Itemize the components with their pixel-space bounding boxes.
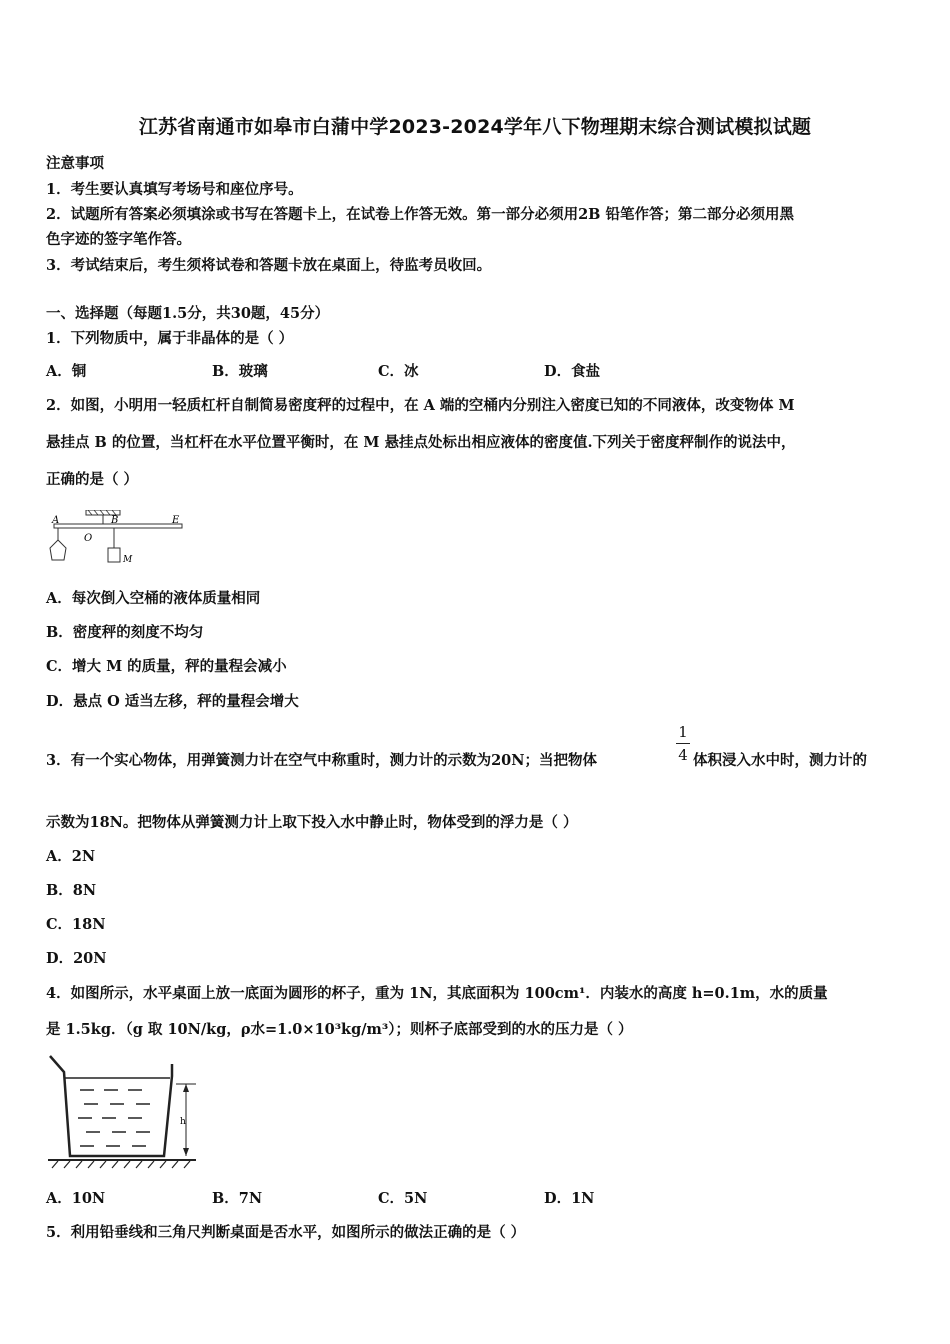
notice-line: 1．考生要认真填写考场号和座位序号。 (46, 181, 303, 198)
label-h: h (180, 1117, 186, 1127)
question-4-options (46, 1187, 710, 1208)
fraction-one-quarter (676, 724, 690, 763)
fraction-denominator: 4 (678, 746, 688, 764)
label-b: B (111, 515, 119, 526)
question-5-stem: 5．利用铅垂线和三角尺判断桌面是否水平，如图所示的做法正确的是（ ） (46, 1224, 526, 1241)
question-4-stem-line2: 是 1.5kg．（g 取 10N/kg，ρ水=1.0×10³kg/m³）；则杯子底部受到的水的压力是（ ） (46, 1021, 633, 1038)
question-2-stem-line: 悬挂点 B 的位置，当杠杆在水平位置平衡时，在 M 悬挂点处标出相应液体的密度值.下列关于密度秤制作的说法中， (46, 434, 796, 451)
option-c[interactable]: C．5N (378, 1190, 428, 1207)
notice-line: 2．试题所有答案必须填涂或书写在答题卡上，在试卷上作答无效。第一部分必须用2B 铅笔作答；第二部分必须用黑 (46, 206, 794, 223)
label-e: E (172, 515, 180, 526)
page-title: 江苏省南通市如皋市白蒲中学2023-2024学年八下物理期末综合测试模拟试题 (138, 116, 812, 138)
question-3-option-a[interactable]: A．2N (46, 848, 96, 865)
label-a: A (52, 515, 60, 526)
question-3-option-d[interactable]: D．20N (46, 950, 107, 967)
question-3-stem-line2: 示数为18N。把物体从弹簧测力计上取下投入水中静止时，物体受到的浮力是（ ） (46, 814, 578, 831)
section-heading: 一、选择题（每题1.5分，共30题，45分） (46, 305, 330, 322)
notice-line: 3．考试结束后，考生须将试卷和答题卡放在桌面上，待监考员收回。 (46, 257, 492, 274)
option-d[interactable]: D．1N (544, 1190, 595, 1207)
question-4-stem-line1: 4．如图所示，水平桌面上放一底面为圆形的杯子，重为 1N，其底面积为 100cm¹．内装水的高度 h=0.1m，水的质量 (46, 985, 828, 1002)
question-2-option-b[interactable]: B．密度秤的刻度不均匀 (46, 624, 204, 641)
option-b[interactable]: B．玻璃 (212, 363, 268, 380)
question-3-stem-part2: 体积浸入水中时，测力计的 (693, 752, 867, 769)
question-2-stem-line: 正确的是（ ） (46, 471, 139, 488)
question-2-option-a[interactable]: A．每次倒入空桶的液体质量相同 (46, 590, 261, 607)
question-1-stem: 1．下列物质中，属于非晶体的是（ ） (46, 330, 294, 347)
question-2-option-d[interactable]: D．悬点 O 适当左移，秤的量程会增大 (46, 693, 299, 710)
question-2-stem-line: 2．如图，小明用一轻质杠杆自制简易密度秤的过程中，在 A 端的空桶内分别注入密度已知的不同液体，改变物体 M (46, 397, 795, 414)
question-3-option-b[interactable]: B．8N (46, 882, 97, 899)
label-o: O (84, 533, 93, 544)
question-1-options (46, 360, 710, 381)
question-3-option-c[interactable]: C．18N (46, 916, 106, 933)
option-d[interactable]: D．食盐 (544, 363, 601, 380)
notice-heading: 注意事项 (46, 155, 104, 172)
option-b[interactable]: B．7N (212, 1190, 263, 1207)
option-c[interactable]: C．冰 (378, 363, 419, 380)
option-a[interactable]: A．10N (46, 1190, 106, 1207)
question-2-option-c[interactable]: C．增大 M 的质量，秤的量程会减小 (46, 658, 287, 675)
lever-figure (44, 510, 194, 572)
fraction-numerator: 1 (678, 723, 688, 741)
notice-line: 色字迹的签字笔作答。 (46, 231, 191, 248)
cup-figure (44, 1052, 200, 1172)
option-a[interactable]: A．铜 (46, 363, 87, 380)
question-3-stem-part1: 3．有一个实心物体，用弹簧测力计在空气中称重时，测力计的示数为20N；当把物体 (46, 752, 598, 769)
label-m: M (123, 555, 133, 565)
